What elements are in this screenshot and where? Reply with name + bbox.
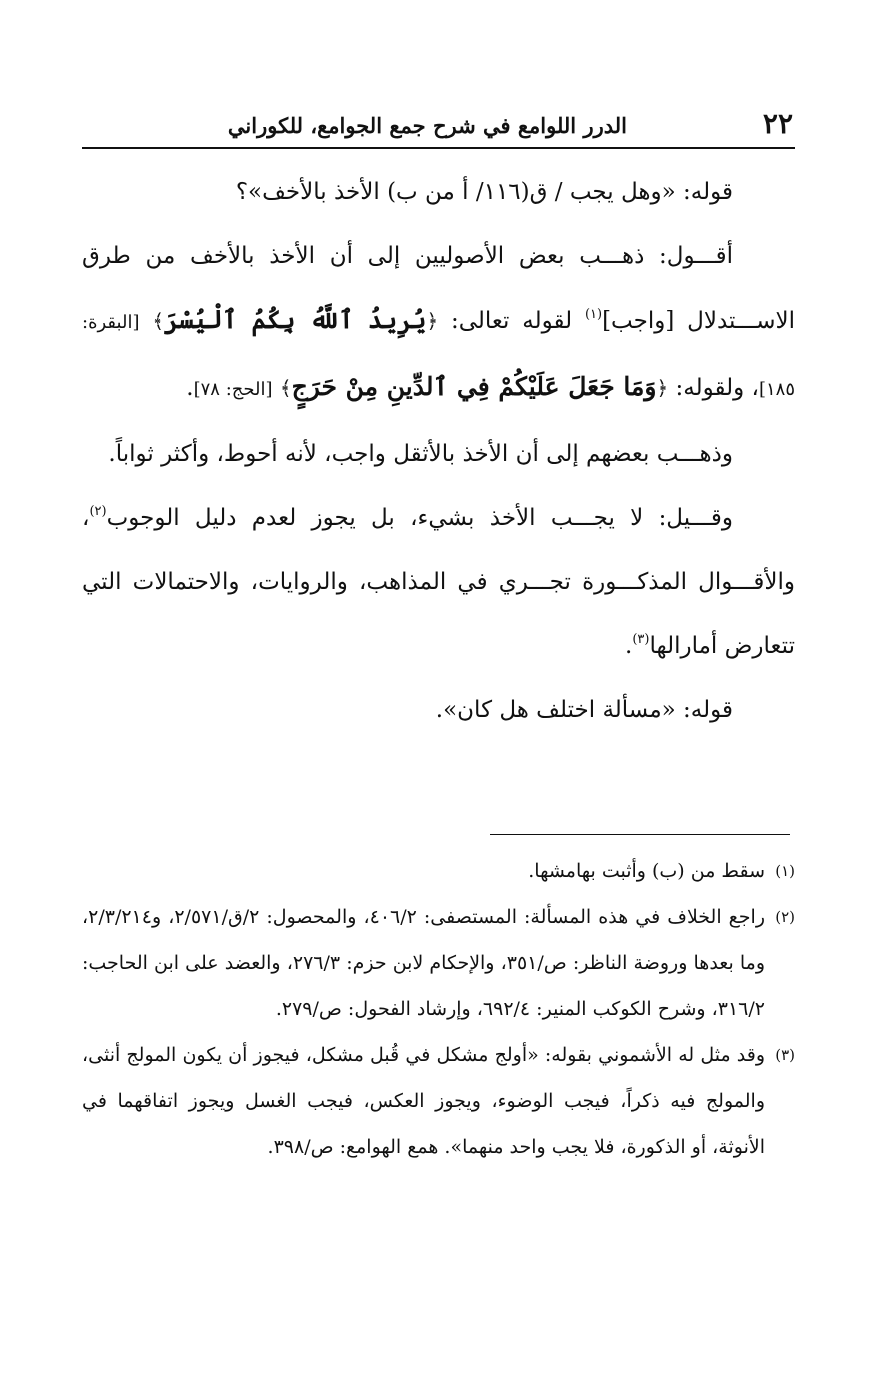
footnote-text: سقط من (ب) وأثبت بهامشها. [528,860,765,882]
footnote-1 [82,848,795,894]
paragraph-1: قوله: «وهل يجب / ق(١١٦/ أ من ب) الأخذ بالأخف»؟ [235,179,733,205]
paragraph-2-text-c: ، ولقوله: [668,375,759,401]
verse-reference-1: [البقرة: ١٨٥] [82,312,795,400]
verse-reference-2: [الحج: ٧٨] [193,379,273,400]
paragraph-2-text-a: أقـــول: ذهـــب بعض الأصوليين إلى أن الأخذ بالأخف من طرق الاســـتدلال [واجب] [82,243,795,334]
book-title: الدرر اللوامع في شرح جمع الجوامع، للكوراني [227,113,627,138]
running-header [82,103,795,149]
footnote-number: (٢) [775,908,795,926]
paragraph-2-end: . [186,375,194,401]
page-number: ٢٢ [762,107,793,140]
footnote-2 [82,894,795,1032]
paragraph-2-text-b: لقوله تعالى: [438,308,585,334]
quran-verse-1: يُرِيدُ ٱللَّهُ بِكُمُ ٱلْيُسْرَ [164,305,427,334]
paragraph-5: قوله: «مسألة اختلف هل كان». [435,697,733,723]
quran-bracket-open-icon: ﴿ [656,376,669,400]
paragraph-3: وذهـــب بعضهم إلى أن الأخذ بالأثقل واجب، لأنه أحوط، وأكثر ثواباً. [108,441,733,467]
footnote-number: (١) [775,862,795,880]
footnote-number: (٣) [775,1046,795,1064]
main-text [82,160,795,742]
quran-bracket-close-icon: ﴾ [152,309,165,333]
quran-verse-2: وَمَا جَعَلَ عَلَيْكُمْ فِي ٱلدِّينِ مِنْ حَرَجٍ [291,372,657,401]
paragraph-2 [82,224,795,422]
paragraph-4-text-a: وقـــيل: لا يجـــب الأخذ بشيء، بل يجوز لعدم دليل الوجوب [106,505,733,531]
paragraph-4-text-b: ، والأقـــوال المذكـــورة تجـــري في المذاهب، والروايات، والاحتمالات التي تتعارض أمارالها [82,505,795,659]
footnote-ref-2: (٢) [89,504,107,519]
paragraph-4-end: . [625,633,633,659]
footnote-ref-1: (١) [584,307,603,322]
footnote-text: راجع الخلاف في هذه المسألة: المستصفى: ٤٠٦/٢، والمحصول: ٢/ق/٢/٥٧١، و٢/٣/٢١٤، وما بعدها وروضة الناظر: ص/٣٥١، والإحكام لابن حزم: ٢٧٦/٣، والعضد على ابن الحاجب: ٣١٦/٢، وشرح الكوكب المنير: ٦٩٢/٤، وإرشاد الفحول: ص/٢٧٩. [82,906,765,1020]
footnote-ref-3: (٣) [632,632,650,647]
footnote-text: وقد مثل له الأشموني بقوله: «أولج مشكل في قُبل مشكل، فيجوز أن يكون المولج أنثى، والمولج فيه ذكراً، فيجب الوضوء، ويجوز العكس، فيجب الغسل ويجوز اتفاقهما في الأنوثة، أو الذكورة، فلا يجب واحد منهما». همع الهوامع: ص/٣٩٨. [82,1044,765,1158]
paragraph-4 [82,486,795,678]
footnote-3 [82,1032,795,1170]
footnote-divider [490,834,790,835]
quran-bracket-open-icon: ﴿ [426,309,439,333]
quran-bracket-close-icon: ﴾ [279,376,292,400]
footnotes [82,848,795,1170]
